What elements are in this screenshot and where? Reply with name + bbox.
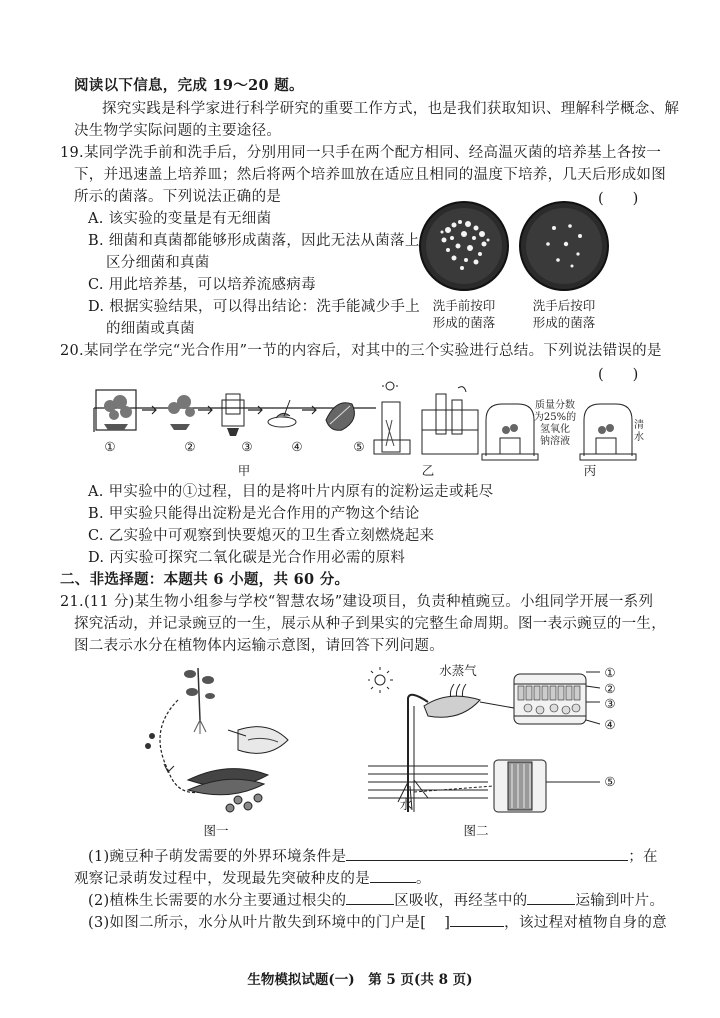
q21-sub1-text-d: 。 (416, 871, 431, 887)
q21-sub3-text-a: (3)如图二所示，水分从叶片散失到环境中的门户是[ (88, 915, 427, 931)
q20-label-bing: 丙 (583, 463, 597, 478)
figure-2-marker-3: ③ (604, 696, 616, 711)
q20-answer-paren: ( ) (598, 367, 639, 383)
q21-sub3-line (88, 912, 667, 933)
q20-step-3: ③ (241, 439, 253, 454)
q20-step-4: ④ (291, 439, 303, 454)
q19-answer-paren: ( ) (598, 191, 639, 207)
q19-option-b-line-1: B. 细菌和真菌都能够形成菌落，因此无法从菌落上 (88, 233, 420, 249)
figure-2-marker-5: ⑤ (604, 774, 616, 789)
q21-sub2-text-a: (2)植株生长需要的水分主要通过根尖的 (88, 893, 347, 909)
q21-sub3-answer-blank[interactable] (450, 912, 504, 927)
q20-step-5: ⑤ (353, 439, 365, 454)
q19-option-c: C. 用此培养基，可以培养流感病毒 (88, 277, 316, 293)
q20-bing-solution-4: 钠溶液 (540, 436, 570, 447)
petri-before-caption-2: 形成的菌落 (432, 315, 496, 330)
q21-sub1-answer-blank-2[interactable] (370, 868, 416, 883)
petri-before-caption-1: 洗手前按印 (432, 298, 496, 313)
q20-option-d: D. 丙实验可探究二氧化碳是光合作用必需的原料 (88, 550, 406, 566)
q20-step-2: ② (184, 439, 196, 454)
pea-life-cycle-figure (138, 660, 308, 820)
q21-sub1-line-2 (74, 868, 431, 889)
q21-stem-line-3: 图二表示水分在植物体内运输示意图，请回答下列问题。 (74, 638, 444, 654)
q20-option-c: C. 乙实验中可观察到快要熄灭的卫生香立刻燃烧起来 (88, 528, 435, 544)
figure-2-marker-2: ② (604, 681, 616, 696)
intro-paragraph-2: 决生物学实际问题的主要途径。 (74, 123, 282, 139)
q19-option-d-line-2: 的细菌或真菌 (106, 321, 195, 337)
q21-sub2-text-c: 运输到叶片。 (575, 893, 665, 909)
q20-option-b: B. 甲实验只能得出淀粉是光合作用的产物这个结论 (88, 506, 420, 522)
petri-dish-before-image (418, 200, 510, 292)
q21-sub2-line (88, 890, 664, 911)
petri-dish-after-image (518, 200, 610, 292)
q19-option-b-line-2: 区分细菌和真菌 (106, 255, 210, 271)
figure-2-marker-1: ① (604, 665, 616, 680)
q20-option-a: A. 甲实验中的①过程，目的是将叶片内原有的淀粉运走或耗尽 (88, 484, 494, 500)
figure-2-vapor-label: 水蒸气 (439, 663, 477, 678)
section-2-title: 二、非选择题：本题共 6 小题，共 60 分。 (60, 571, 350, 588)
q20-label-yi: 乙 (421, 463, 435, 478)
q21-sub1-line-1 (88, 846, 658, 867)
q21-sub2-answer-blank-1[interactable] (346, 890, 394, 905)
q21-stem-line-2: 探究活动，并记录豌豆的一生，展示从种子到果实的完整生命周期。图一表示豌豆的一生， (74, 616, 666, 632)
q19-option-a: A. 该实验的变量是有无细菌 (88, 211, 272, 227)
petri-after-caption-2: 形成的菌落 (532, 315, 596, 330)
page-footer: 生物模拟试题(一) 第 5 页(共 8 页) (247, 972, 473, 988)
q20-bing-solution-1: 质量分数 (535, 400, 575, 411)
intro-heading: 阅读以下信息，完成 19～20 题。 (74, 77, 304, 94)
q21-sub2-text-b: 区吸收，再经茎中的 (394, 893, 528, 909)
intro-paragraph-1: 探究实践是科学家进行科学研究的重要工作方式，也是我们获取知识、理解科学概念、解 (102, 101, 680, 117)
q20-bing-solution-2: 为25%的 (533, 412, 577, 423)
figure-2-caption: 图二 (463, 823, 489, 838)
figure-1-caption: 图一 (203, 823, 229, 838)
q21-sub1-text-a: (1)豌豆种子萌发需要的外界环境条件是 (88, 849, 347, 865)
q21-sub2-answer-blank-2[interactable] (527, 890, 575, 905)
q21-sub3-text-b: ] (444, 915, 451, 931)
q20-bing-water-2: 水 (634, 432, 644, 443)
q19-option-d-line-1: D. 根据实验结果，可以得出结论：洗手能减少手上 (88, 299, 421, 315)
q21-sub3-text-c: ，该过程对植物自身的意 (504, 915, 667, 931)
q19-stem-line-3: 所示的菌落。下列说法正确的是 (74, 189, 282, 205)
q20-bing-solution-3: 氢氧化 (540, 424, 570, 435)
figure-2-water-label: 水 (399, 797, 413, 812)
q20-label-jia: 甲 (237, 463, 251, 478)
q21-sub1-answer-blank-1[interactable] (346, 846, 628, 861)
q20-stem: 20.某同学在学完“光合作用”一节的内容后，对其中的三个实验进行总结。下列说法错误的是 (60, 343, 662, 359)
q20-bing-water-1: 清 (634, 420, 644, 431)
q19-stem-line-2: 下，并迅速盖上培养皿；然后将两个培养皿放在适应且相同的温度下培养，几天后形成如图 (74, 167, 666, 183)
q20-step-1: ① (104, 439, 116, 454)
q21-sub1-text-c: 观察记录萌发过程中，发现最先突破种皮的是 (74, 871, 370, 887)
figure-2-marker-4: ④ (604, 717, 616, 732)
petri-after-caption-1: 洗手后按印 (532, 298, 596, 313)
q21-sub1-text-b: ；在 (628, 849, 658, 865)
q19-stem-line-1: 19.某同学洗手前和洗手后，分别用同一只手在两个配方相同、经高温灭菌的培养基上各按一 (60, 145, 662, 161)
q21-stem-line-1: 21.(11 分)某生物小组参与学校“智慧农场”建设项目，负责种植豌豆。小组同学开展一系列 (60, 594, 654, 610)
